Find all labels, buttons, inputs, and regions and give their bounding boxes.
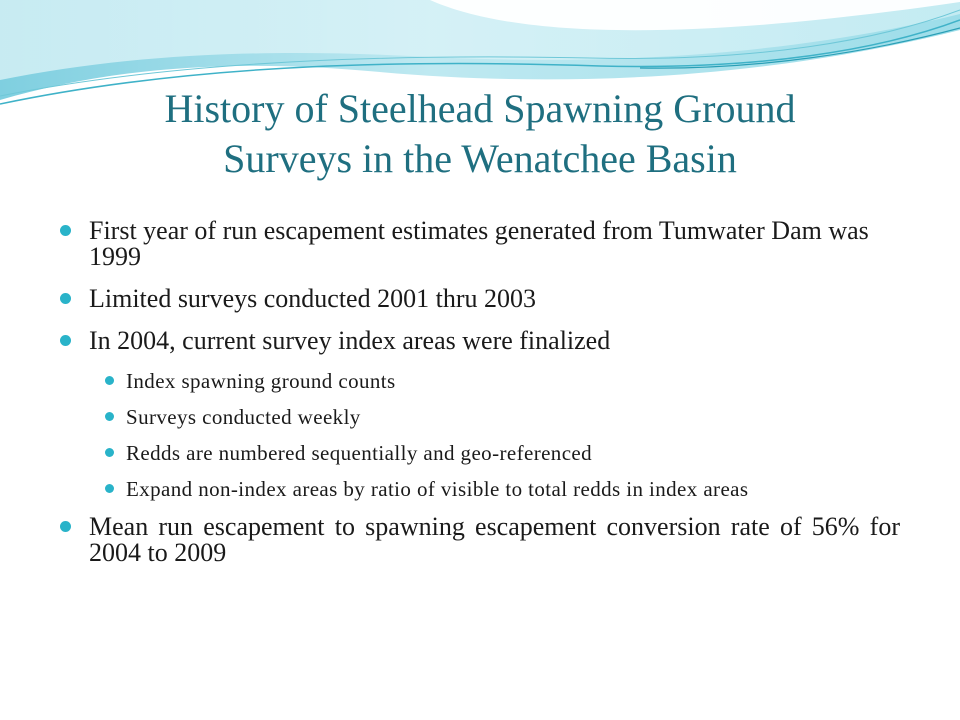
slide-title bbox=[60, 84, 900, 184]
title-line-2: Surveys in the Wenatchee Basin bbox=[223, 136, 737, 181]
bullet-item bbox=[60, 514, 900, 566]
bullet-text: In 2004, current survey index areas were finalized bbox=[89, 326, 611, 355]
bullet-dot-icon bbox=[60, 225, 71, 236]
bullet-list bbox=[60, 218, 900, 582]
sub-bullet-text: Expand non-index areas by ratio of visible to total redds in index areas bbox=[126, 477, 749, 501]
sub-bullet-text: Redds are numbered sequentially and geo-referenced bbox=[126, 441, 593, 465]
bullet-item bbox=[60, 328, 900, 354]
bullet-dot-icon bbox=[60, 521, 71, 532]
sub-bullet-item bbox=[60, 442, 900, 464]
sub-bullet-text: Index spawning ground counts bbox=[126, 369, 396, 393]
sub-bullet-dot-icon bbox=[105, 412, 114, 421]
bullet-text: Mean run escapement to spawning escapement conversion rate of 56% for 2004 to 2009 bbox=[89, 512, 900, 567]
sub-bullet-item bbox=[60, 370, 900, 392]
bullet-dot-icon bbox=[60, 293, 71, 304]
sub-bullet-item bbox=[60, 478, 900, 500]
bullet-text: First year of run escapement estimates generated from Tumwater Dam was 1999 bbox=[89, 216, 869, 271]
bullet-text: Limited surveys conducted 2001 thru 2003 bbox=[89, 284, 536, 313]
bullet-item bbox=[60, 286, 900, 312]
bullet-dot-icon bbox=[60, 335, 71, 346]
sub-bullet-item bbox=[60, 406, 900, 428]
sub-bullet-dot-icon bbox=[105, 376, 114, 385]
sub-bullet-dot-icon bbox=[105, 448, 114, 457]
title-line-1: History of Steelhead Spawning Ground bbox=[164, 86, 796, 131]
sub-bullet-text: Surveys conducted weekly bbox=[126, 405, 361, 429]
bullet-item bbox=[60, 218, 900, 270]
sub-bullet-dot-icon bbox=[105, 484, 114, 493]
